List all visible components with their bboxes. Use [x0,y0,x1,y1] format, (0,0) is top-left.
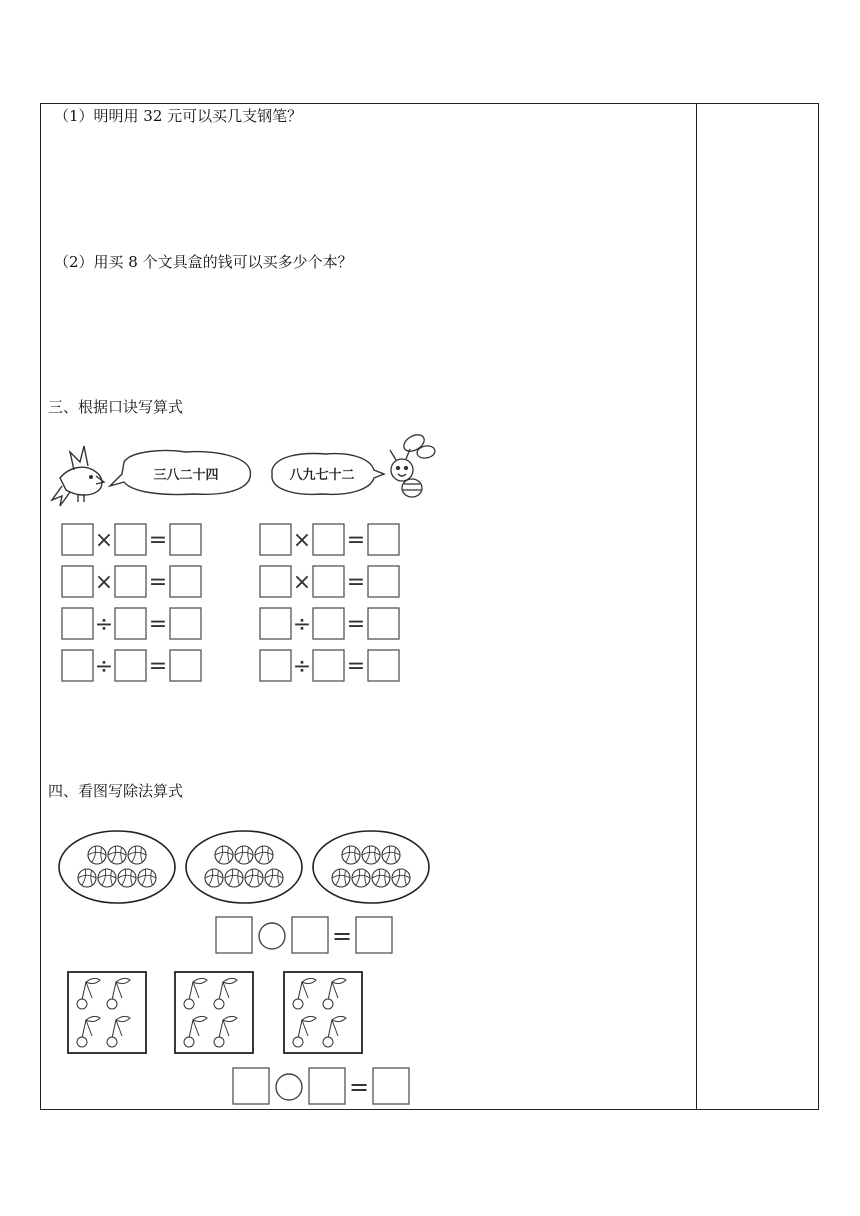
volleyball-icon [235,846,253,864]
section-4-heading: 四、看图写除法算式 [48,782,184,800]
answer-box[interactable] [292,917,328,953]
equation-row-left-3 [62,608,201,639]
answer-box[interactable] [233,1068,269,1104]
operator-symbol: ÷ [94,612,114,637]
answer-box[interactable] [170,608,201,639]
rhyme-left-text: 三八二十四 [153,468,219,483]
question-1: （1）明明用 32 元可以买几支钢笔？ [54,107,303,125]
volleyball-group-3 [313,831,429,903]
answer-box[interactable] [368,608,399,639]
operator-symbol: × [94,528,114,553]
volleyball-icon [382,846,400,864]
operator-symbol: × [94,570,114,595]
volleyball-icon [88,846,106,864]
volleyball-icon [342,846,360,864]
volleyball-icon [332,869,350,887]
answer-box[interactable] [313,608,344,639]
volleyball-icon [265,869,283,887]
answer-box[interactable] [115,608,146,639]
answer-box[interactable] [170,650,201,681]
answer-box[interactable] [260,608,291,639]
answer-box[interactable] [62,524,93,555]
answer-box[interactable] [260,524,291,555]
answer-box[interactable] [309,1068,345,1104]
answer-box[interactable] [368,650,399,681]
answer-box[interactable] [313,650,344,681]
equals-symbol: = [148,528,168,553]
answer-box[interactable] [62,566,93,597]
volleyball-icon [362,846,380,864]
volleyball-icon [78,869,96,887]
volleyball-icon [118,869,136,887]
cherry-group-3 [284,972,362,1053]
operator-circle[interactable] [276,1074,302,1100]
volleyball-icon [128,846,146,864]
equation-row-left-4 [62,650,201,681]
cherry-groups [68,972,362,1053]
speech-bubble-right [272,454,384,495]
volleyball-icon [215,846,233,864]
answer-box[interactable] [260,650,291,681]
equation-row-left-1 [62,524,201,555]
volleyball-icon [225,869,243,887]
equals-symbol: = [346,528,366,553]
bird-icon [52,446,104,506]
equals-symbol: = [346,654,366,679]
volleyball-group-2 [186,831,302,903]
operator-symbol: ÷ [292,612,312,637]
operator-circle[interactable] [259,923,285,949]
answer-box[interactable] [62,650,93,681]
answer-box[interactable] [62,608,93,639]
equation-grid-right [260,524,399,681]
speech-bubble-left [110,450,250,494]
answer-box[interactable] [368,566,399,597]
volleyball-icon [108,846,126,864]
volleyball-icon [245,869,263,887]
equation-row-right-2 [260,566,399,597]
equals-symbol: = [148,612,168,637]
answer-box[interactable] [260,566,291,597]
cherry-group-2 [175,972,253,1053]
answer-box[interactable] [313,566,344,597]
answer-box[interactable] [115,524,146,555]
volleyball-icon [138,869,156,887]
cherry-group-1 [68,972,146,1053]
volleyball-icon [255,846,273,864]
answer-box[interactable] [368,524,399,555]
answer-box[interactable] [115,566,146,597]
operator-symbol: ÷ [94,654,114,679]
volleyball-icon [205,869,223,887]
volleyball-icon [98,869,116,887]
answer-box[interactable] [170,566,201,597]
equals-symbol: = [148,654,168,679]
operator-symbol: × [292,528,312,553]
equation-row-right-4 [260,650,399,681]
equation-row-left-2 [62,566,201,597]
equation-row-right-3 [260,608,399,639]
section-3-heading: 三、根据口诀写算式 [48,398,184,416]
answer-box[interactable] [356,917,392,953]
volleyball-group-1 [59,831,175,903]
equals-symbol: = [148,570,168,595]
equation-row-right-1 [260,524,399,555]
volleyball-groups [59,831,429,903]
equals-symbol: = [346,570,366,595]
volleyball-icon [392,869,410,887]
equation-grid-left [62,524,201,681]
answer-box[interactable] [115,650,146,681]
equation-row-balls [216,917,392,953]
equals-symbol: = [348,1073,370,1101]
volleyball-icon [372,869,390,887]
bee-icon [390,431,436,497]
operator-symbol: ÷ [292,654,312,679]
equation-row-cherries [233,1068,409,1104]
answer-box[interactable] [216,917,252,953]
answer-box[interactable] [170,524,201,555]
answer-box[interactable] [373,1068,409,1104]
operator-symbol: × [292,570,312,595]
answer-box[interactable] [313,524,344,555]
question-2: （2）用买 8 个文具盒的钱可以买多少个本？ [54,253,353,271]
rhyme-right-text: 八九七十二 [289,468,355,483]
equals-symbol: = [331,922,353,950]
equals-symbol: = [346,612,366,637]
volleyball-icon [352,869,370,887]
